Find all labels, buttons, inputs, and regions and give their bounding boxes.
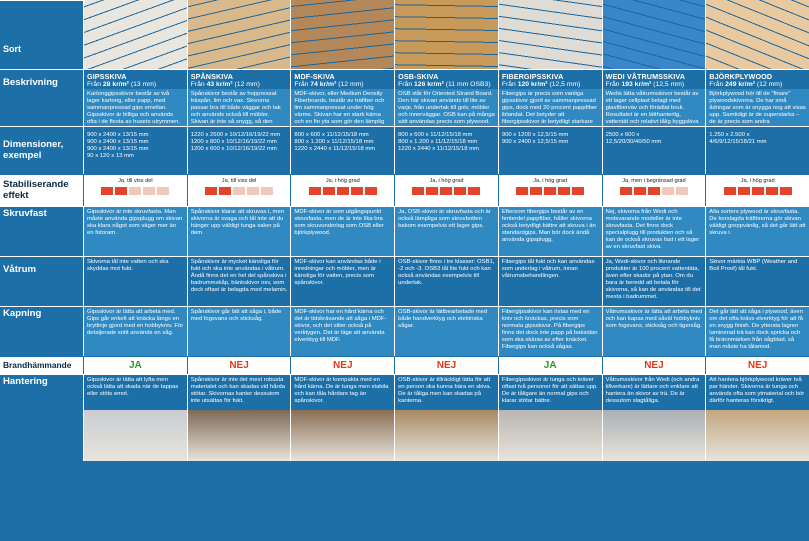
stability-bar: [129, 187, 141, 195]
handling-cell: [290, 374, 394, 461]
handling-photo: [603, 410, 706, 461]
board-texture: [603, 0, 706, 69]
corner-cell: [0, 461, 83, 541]
kapning-cell: MDF-skivor har en hård kärna och det är tidskrävande att såga i MDF-skivor, och det sliter också på verktygen. Det är läge att använda elverktyg till MDF.: [290, 306, 394, 356]
handling-photo: [291, 410, 394, 461]
kapning-cell: Gipsskivor är lätta att arbeta med. Gips går enkelt att knäcka längs en brytlinje gjord med en hobbykniv. För detaljerade snitt används en såg.: [83, 306, 187, 356]
price-prefix: Från: [709, 81, 726, 88]
board-image: [187, 0, 291, 69]
description-cell: Björkplywood hör till de "finare" plywoodskivorna. De har små ådringar som är snygga nog att visas upp. Samtidigt är de superstarka – de är precis som andra: [705, 89, 809, 126]
handling-photo: [188, 410, 291, 461]
handling-text: MDF-skivor är kompakta med en hård kärna. De är tunga men stabila och kan tåla hårdare tag än spånskivor.: [294, 377, 389, 404]
handling-cell: [705, 374, 809, 461]
price-value: 193 kr/m²: [621, 81, 652, 88]
fire-resistance-cell: JA: [498, 356, 602, 374]
stability-cell: [498, 174, 602, 206]
board-texture: [291, 0, 394, 69]
description-cell: Fibergips är precis som vanliga gipsskivor gjord av sammanpressad gips, dock med 20 procent pappfiber iblandat. Det betyder att fibergipsskivor är betydligt starkare: [498, 89, 602, 126]
handling-cell: [498, 374, 602, 461]
row-label-beskrivning: Beskrivning: [0, 69, 83, 126]
stability-cell: [602, 174, 706, 206]
dimensions-cell: 900 x 2400 x 13/15 mm 900 x 2400 x 13/15 mm 900 x 2400 x 13/15 mm 90 x 120 x 13 mm: [83, 126, 187, 174]
stability-bars: [502, 187, 599, 195]
stability-bar: [365, 187, 377, 195]
stability-bar: [752, 187, 764, 195]
vatrum-cell: Spånskivor är mycket känsliga för fukt och ska inte användas i våtrum. Ändå finns det en hel del spånskiva i badrummskåp, bänkskivor osv, som dock oftast är belagda med melamin.: [187, 256, 291, 306]
product-price: [398, 81, 495, 88]
handling-cell: [187, 374, 291, 461]
stability-bar: [648, 187, 660, 195]
price-prefix: Från: [87, 81, 103, 88]
dimensions-cell: 1.250 x 2.500 x 4/6/9/12/15/18/21 mm: [705, 126, 809, 174]
price-thickness: (12,5 mm): [651, 81, 685, 88]
stability-bar: [205, 187, 217, 195]
row-label-skruvfast: Skruvfast: [0, 206, 83, 256]
stability-bar: [309, 187, 321, 195]
skruvfast-cell: Spånskivor klarar att skruvas i, men skivorna är svaga och tål inte att du hänger upp väldigt tunga saker på dem.: [187, 206, 291, 256]
price-value: 74 kr/m²: [310, 81, 337, 88]
skruvfast-cell: Nej, skivorna från Wedi och motsvarande modeller är inte skruvfasta. Det finns dock specialplugg till produkten och så kan de också skruvas fast i ett lager av en skruvfast skiva.: [602, 206, 706, 256]
product-name: MDF-SKIVA: [294, 72, 335, 81]
vatrum-cell: Skivorna tål inte vatten och ska skyddas mot fukt.: [83, 256, 187, 306]
stability-bar: [261, 187, 273, 195]
stability-bar: [662, 187, 674, 195]
board-image: [705, 0, 809, 69]
fire-resistance-cell: NEJ: [602, 356, 706, 374]
product-title: [394, 69, 498, 89]
stability-label: Ja, till viss del: [221, 178, 257, 184]
stability-bar: [468, 187, 480, 195]
product-price: [709, 81, 806, 88]
dimensions-cell: 800 x 600 x 11/12/15/18 mm 800 x 1.200 x 11/12/15/18 mm 1220 x 2440 x 11/12/15/18 mm: [290, 126, 394, 174]
product-name: WEDI VÅTRUMSSKIVA: [605, 72, 685, 81]
price-prefix: Från: [190, 81, 207, 88]
row-label-brand: Brandhämmande: [0, 356, 83, 374]
price-thickness: (13 mm): [128, 81, 157, 88]
stability-label: Ja, i hög grad: [325, 178, 360, 184]
skruvfast-cell: Ja, OSB-skivor är skruvfasta och är också lämpliga som skruvbotten bakom exempelvis ett lager gips.: [394, 206, 498, 256]
stability-bars: [606, 187, 703, 195]
stability-bar: [115, 187, 127, 195]
board-image: [602, 0, 706, 69]
board-texture: [84, 0, 187, 69]
fire-resistance-cell: JA: [83, 356, 187, 374]
handling-photo: [706, 410, 809, 461]
stability-bar: [233, 187, 245, 195]
product-price: [606, 81, 703, 88]
kapning-cell: Fibergipsskivor kan ristas med en kniv och knäckas, precis som normala gipsskivor. På fibergips finns det dock inte papp på baksidan som ska skäras av efter knäcket. Fibergips kan också sågas.: [498, 306, 602, 356]
price-thickness: (12 mm): [755, 81, 783, 88]
vatrum-cell: MDF-skivor kan användas både i inredningar och möbler, men är känsliga för vatten, precis som spånskivor.: [290, 256, 394, 306]
stability-label: Ja, till viss del: [118, 178, 153, 184]
price-value: 126 kr/m²: [414, 81, 444, 88]
price-value: 120 kr/m²: [517, 81, 548, 88]
dimensions-cell: 800 x 600 x 11/12/15/18 mm 800 x 1.200 x 11/12/15/18 mm 1220 x 2440 x 11/12/15/18 mm: [394, 126, 498, 174]
stability-bars: [398, 187, 495, 195]
stability-bar: [516, 187, 528, 195]
price-thickness: (12 mm): [232, 81, 260, 88]
stability-label: Ja, i hög grad: [533, 178, 568, 184]
stability-bar: [676, 187, 688, 195]
kapning-cell: OSB-skivor är lättbearbetade med både handverktyg och elektriska sågar.: [394, 306, 498, 356]
description-cell: MDF-skivor, eller Medium Density Fiberboards, består av träfiber och lim sammanpressat under hög värme. Skivan har en stark kärna och en fin yta som gör den lämplig: [290, 89, 394, 126]
product-title: [705, 69, 809, 89]
price-thickness: (11 mm OSB3): [443, 81, 491, 88]
stability-cell: [705, 174, 809, 206]
kapning-cell: Spånskivor går lätt att såga i, både med fogsvans och sticksåg.: [187, 306, 291, 356]
stability-bar: [780, 187, 792, 195]
board-texture: [706, 0, 809, 69]
handling-text: Att hantera björkplywood kräver två par händer. Skivorna är tunga och används ofta som ytmaterial och bör därför hanteras försiktigt.: [709, 377, 805, 404]
board-texture: [499, 0, 602, 69]
stability-bar: [247, 187, 259, 195]
stability-bar: [412, 187, 424, 195]
skruvfast-cell: Alla sorters plywood är skruvfasta. De korslagda träfibrerna gör skivan väldigt greppvänlig, så det går lätt att skruva i.: [705, 206, 809, 256]
stability-bars: [87, 187, 184, 195]
board-image: [394, 0, 498, 69]
row-label-hantering: Hantering: [0, 374, 83, 461]
stability-bars: [294, 187, 391, 195]
description-cell: OSB står för Oriented Strand Board. Den här skivan används till lite av varje, från undertak till golv, möbler och innerväggar. OSB kan på många sätt användas precis som plywood.: [394, 89, 498, 126]
handling-photo: [499, 410, 602, 461]
product-price: [87, 81, 184, 88]
handling-photo: [395, 410, 498, 461]
stability-bar: [426, 187, 438, 195]
product-price: [502, 81, 599, 88]
dimensions-cell: 1220 x 2500 x 10/12/16/19/22 mm 1200 x 800 x 10/12/16/19/22 mm 1200 x 600 x 10/12/16/19/22 mm: [187, 126, 291, 174]
board-texture: [188, 0, 291, 69]
dimensions-cell: 900 x 1200 x 12,5/15 mm 900 x 2400 x 12,5/15 mm: [498, 126, 602, 174]
stability-cell: [394, 174, 498, 206]
stability-bar: [738, 187, 750, 195]
vatrum-cell: Ja, Wedi-skivor och liknande produkter är 100 procent vattentäta, även efter skador på ytan. Om du bara är beredd att betala för skivorna, så kan de användas till det mesta i badrummet.: [602, 256, 706, 306]
description-cell: Spånskivor består av hoppressat träspån, lim och vax. Skivorna passar bra till både väggar och tak och används också till möbler. Skivan är inte så snygg, så den: [187, 89, 291, 126]
price-value: 43 kr/m²: [206, 81, 233, 88]
price-prefix: Från: [294, 81, 311, 88]
stability-bar: [620, 187, 632, 195]
price-value: 249 kr/m²: [725, 81, 756, 88]
price-value: 28 kr/m²: [102, 81, 129, 88]
handling-text: Våtrumsskivor från Wedi (och andra tillverkare) är lättare och enklare att hantera än skivor av trä. De är dessutom slagtåliga.: [605, 377, 700, 404]
stability-bar: [219, 187, 231, 195]
row-label-sort: Sort: [0, 0, 83, 89]
price-prefix: Från: [605, 81, 622, 88]
board-image: [498, 0, 602, 69]
stability-bar: [634, 187, 646, 195]
fire-resistance-cell: NEJ: [394, 356, 498, 374]
skruvfast-cell: Gipsskivor är inte skruvfasta. Man måste använda gipsplugg om skivan ska klara något som väger mer än en fotoram.: [83, 206, 187, 256]
vatrum-cell: OSB-skivor finns i tre klasser: OSB1, -2 och -3. OSB3 tål lite fukt och kan också användas exempelvis till undertak.: [394, 256, 498, 306]
stability-bar: [572, 187, 584, 195]
price-prefix: Från: [398, 81, 415, 88]
vatrum-cell: Skivor märkta WBP (Weather and Boil Proof) tål fukt.: [705, 256, 809, 306]
row-label-vatrum: Våtrum: [0, 256, 83, 306]
skruvfast-cell: MDF-skivor är som utgångspunkt skruvfasta, men de är inte lika bra som skruvunderlag som OSB eller björkplywood.: [290, 206, 394, 256]
stability-label: Ja, i hög grad: [429, 178, 464, 184]
stability-bar: [454, 187, 466, 195]
handling-text: Fibergipsskivor är tunga och kräver oftast två personer för att sättas upp. De är tåligare än normal gips och klarar stötar bättre.: [501, 377, 598, 404]
handling-text: Spånskivor är inte det mest robusta materialet och kan skadas vid hårda stötar. Skivornas kanter dessutom inte utsättas för fukt.: [190, 377, 286, 404]
price-thickness: (12 mm): [336, 81, 364, 88]
product-title: [83, 69, 187, 89]
description-cell: Wedis lätta våtrumsskivor består av ett lager cellplast belagt med glasfiberväv och förädlat bruk. Resultatet är en lätthanterlig, vattentät och relativt tålig byggskiva: [602, 89, 706, 126]
product-name: GIPSSKIVA: [87, 72, 127, 81]
product-name: BJÖRKPLYWOOD: [709, 72, 773, 81]
stability-bar: [530, 187, 542, 195]
row-label-dimensioner: Dimensioner, exempel: [0, 126, 83, 174]
board-image: [290, 0, 394, 69]
product-name: OSB-SKIVA: [398, 72, 439, 81]
stability-label: Ja, men i begränsad grad: [622, 178, 686, 184]
stability-cell: [187, 174, 291, 206]
stability-bar: [558, 187, 570, 195]
stability-label: Ja, i hög grad: [740, 178, 775, 184]
stability-bars: [709, 187, 806, 195]
stability-cell: [290, 174, 394, 206]
vatrum-cell: Fibergips tål fukt och kan användas som underlag i våtrum, innan våtrumsbehandlingen.: [498, 256, 602, 306]
stability-bar: [323, 187, 335, 195]
stability-bar: [143, 187, 155, 195]
stability-bar: [337, 187, 349, 195]
handling-cell: [602, 374, 706, 461]
description-cell: Kartonggipsskivor består av två lager kartong, eller papp, med sammanpressad gips emellan. Gipsskivor är billiga och används ofta i de flesta av husets utrymmen.: [83, 89, 187, 126]
stability-bar: [157, 187, 169, 195]
product-title: [187, 69, 291, 89]
stability-bar: [766, 187, 778, 195]
price-prefix: Från: [501, 81, 518, 88]
product-title: [498, 69, 602, 89]
stability-bar: [544, 187, 556, 195]
handling-text: OSB-skivor är tillräckligt lätta för att en person ska kunna bära en skiva. De är tåliga men kan skadas på kanterna.: [398, 377, 492, 404]
skruvfast-cell: Eftersom fibergips består av en fenterdel pappfiber, håller skivorna också betydligt bättre att skruva i än standardgips. Man bör dock ändå använda gipsplugg.: [498, 206, 602, 256]
handling-photo: [84, 410, 187, 461]
handling-cell: [83, 374, 187, 461]
row-label-kapning: Kapning: [0, 306, 83, 356]
row-label-stabilitet: Stabiliserande effekt: [0, 174, 83, 206]
kapning-cell: Våtrumsskivor är lätta att arbeta med och kan kapas med såväl hobbykniv som fogsvans, sticksåg och tigersåg.: [602, 306, 706, 356]
stability-bars: [191, 187, 288, 195]
stability-bar: [440, 187, 452, 195]
product-title: [290, 69, 394, 89]
price-thickness: (12,5 mm): [547, 81, 581, 88]
stability-bar: [351, 187, 363, 195]
fire-resistance-cell: NEJ: [290, 356, 394, 374]
product-title: [602, 69, 706, 89]
handling-text: Gipsskivor är lätta att lyfta men också lätta att skada när de tappas eller stöts emot.: [87, 377, 179, 397]
stability-cell: [83, 174, 187, 206]
fire-resistance-cell: NEJ: [187, 356, 291, 374]
board-image: [83, 0, 187, 69]
stability-bar: [101, 187, 113, 195]
product-price: [294, 81, 391, 88]
kapning-cell: Det går lätt att såga i plywood, även om det ofta krävs elverktyg för att få en snygg finish. De yttersta lagren laminerad trä kan dock spricka och få brännmärken från sågblad, så man måste ha tålamod.: [705, 306, 809, 356]
handling-cell: [394, 374, 498, 461]
product-name: FIBERGIPSSKIVA: [501, 72, 564, 81]
dimensions-cell: 2500 x 600 x 12,5/20/30/40/50 mm: [602, 126, 706, 174]
board-texture: [395, 0, 498, 69]
stability-bar: [724, 187, 736, 195]
fire-resistance-cell: NEJ: [705, 356, 809, 374]
product-name: SPÅNSKIVA: [190, 72, 234, 81]
product-price: [191, 81, 288, 88]
